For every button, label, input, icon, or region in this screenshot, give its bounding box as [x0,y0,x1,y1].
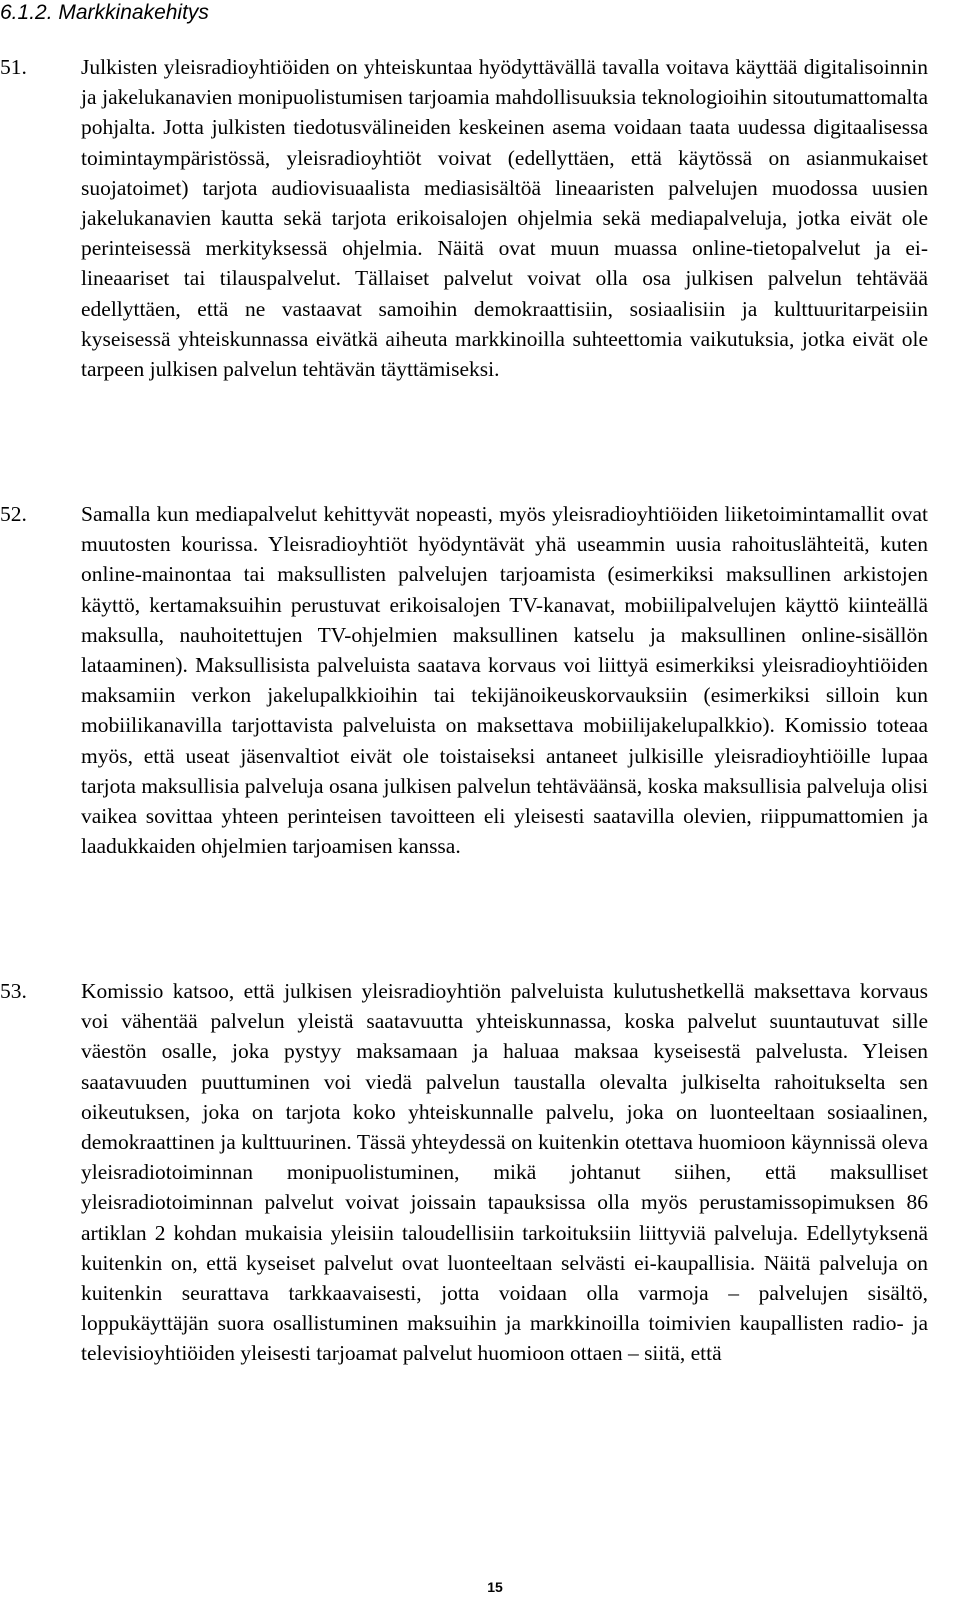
paragraph-text: Samalla kun mediapalvelut kehittyvät nopeasti, myös yleisradioyhtiöiden liiketoimintamallit ovat muutosten kourissa. Yleisradioyhtiöt hyödyntävät yhä useammin uusia rahoituslähteitä, kuten online-mainontaa tai maksullisten palvelujen tarjoamista (esimerkiksi maksullinen arkistojen käyttö, kertamaksuihin perustuvat erikoisalojen TV-kanavat, mobiilipalvelujen käyttö kiinteällä maksulla, nauhoitettujen TV-ohjelmien maksullinen katselu ja maksullinen online-sisällön lataaminen). Maksullisista palveluista saatava korvaus voi liittyä esimerkiksi yleisradioyhtiöiden maksamiin verkon jakelupalkkioihin tai tekijänoikeuskorvauksiin (esimerkiksi silloin kun mobiilikanavilla tarjottavista palveluista on maksettava mobiilijakelupalkkio). Komissio toteaa myös, että useat jäsenvaltiot eivät ole toistaiseksi antaneet julkisille yleisradioyhtiöille lupaa tarjota maksullisia palveluja osana julkisen palvelun tehtäväänsä, koska maksullisia palveluja olisi vaikea sovittaa yhteen perinteisen tavoitteen eli yleisesti saatavilla olevien, riippumattomien ja laadukkaiden ohjelmien tarjoamisen kanssa. [81,502,928,859]
paragraph-number: 52. [0,502,27,526]
paragraph-text: Komissio katsoo, että julkisen yleisradioyhtiön palveluista kulutushetkellä maksettava korvaus voi vähentää palvelun yleistä saatavuutta yhteiskunnassa, koska palvelut suuntautuvat sille väestön osalle, joka pystyy maksamaan ja haluaa maksaa kyseisestä palvelusta. Yleisen saatavuuden puuttuminen voi viedä palvelun taustalla olevalta julkiselta rahoitukselta sen oikeutuksen, joka on tarjota koko yhteiskunnalle palvelu, joka on luonteeltaan sosiaalinen, demokraattinen ja kulttuurinen. Tässä yhteydessä on kuitenkin otettava huomioon käynnissä oleva yleisradiotoiminnan monipuolistuminen, mikä johtanut siihen, että maksulliset yleisradiotoiminnan palvelut voivat joissain tapauksissa olla myös perustamissopimuksen 86 artiklan 2 kohdan mukaisia yleisiin taloudellisiin tarkoituksiin liittyviä palveluja. Edellytyksenä kuitenkin on, että kyseiset palvelut ovat luonteeltaan selvästi ei-kaupallisia. Näitä palveluja on kuitenkin seurattava tarkkaavaisesti, jotta voidaan olla varmoja – palvelujen sisältö, loppukäyttäjän suora osallistuminen maksuihin ja markkinoilla toimivien kaupallisten radio- ja televisioyhtiöiden yleisesti tarjoamat palvelut huomioon ottaen – siitä, että [81,979,928,1366]
paragraph-number: 53. [0,979,27,1003]
page-number: 15 [487,1579,503,1595]
paragraph-53 [0,976,928,1369]
paragraph-51 [0,52,928,384]
paragraph-52 [0,499,928,861]
paragraph-text: Julkisten yleisradioyhtiöiden on yhteiskuntaa hyödyttävällä tavalla voitava käyttää digitalisoinnin ja jakelukanavien monipuolistumisen tarjoamia mahdollisuuksia teknologioihin sitoutumattomalta pohjalta. Jotta julkisten tiedotusvälineiden keskeinen asema voidaan taata uudessa digitaalisessa toimintaympäristössä, yleisradioyhtiöt voivat (edellyttäen, että käytössä on asianmukaiset suojatoimet) tarjota audiovisuaalista mediasisältöä lineaaristen palvelujen muodossa uusien jakelukanavien kautta sekä tarjota erikoisalojen ohjelmia sekä mediapalveluja, jotka eivät ole perinteisessä merkityksessä ohjelmia. Näitä ovat muun muassa online-tietopalvelut ja ei-lineaariset tai tilauspalvelut. Tällaiset palvelut voivat olla osa julkisen palvelun tehtävää edellyttäen, että ne vastaavat samoihin demokraattisiin, sosiaalisiin ja kulttuuritarpeisiin kyseisessä yhteiskunnassa eivätkä aiheuta markkinoilla suhteettomia vaikutuksia, jotka eivät ole tarpeen julkisen palvelun tehtävän täyttämiseksi. [81,55,928,382]
section-heading: 6.1.2. Markkinakehitys [0,1,209,24]
paragraph-number: 51. [0,55,27,79]
